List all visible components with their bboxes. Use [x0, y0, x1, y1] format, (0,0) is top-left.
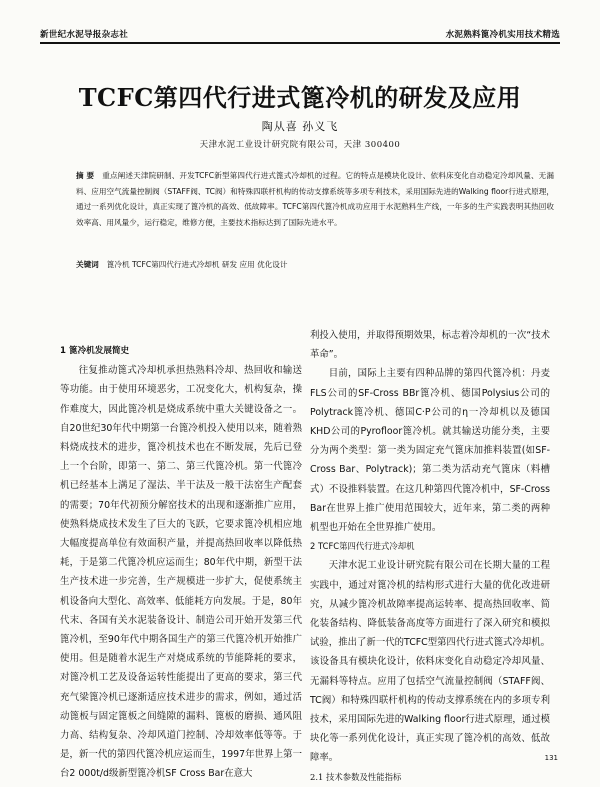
right-paragraph-1: 目前，国际上主要有四种品牌的第四代篦冷机：丹麦FLS公司的SF-Cross BBr篦冷机、德国Polysius公司的Polytrack篦冷机、德国C·P公司的η一冷却机以及德国KHD公司的Pyrofloor篦冷机。就其输送功能分类，主要分为两个类型：第一类为固定充气篦床加推料装置(如SF-Cross Bar、Polytrack)；第二类为活动充气篦床（料槽式）不设推料装置。在这几种第四代篦冷机中，SF-Cross Bar在世界上推广使用范围较大，近年来，第二类的两种机型也开始在全世界推广使用。 — [310, 368, 550, 534]
keywords-text: 篦冷机 TCFC第四代行进式冷却机 研发 应用 优化设计 — [106, 260, 288, 269]
right-paragraph-2: 天津水泥工业设计研究院有限公司在长期大量的工程实践中，通过对篦冷机的结构形式进行大量的优化改进研究，从减少篦冷机故障率提高运转率、提高热回收率、简化装备结构、降低装备高度等方面进行了深入研究和模拟试验，推出了新一代的TCFC型第四代行进式篦式冷却机。该设备具有模块化设计，依料床变化自动稳定冷却风量、无漏料等特点。应用了包括空气流量控制阀（STAFF阀、TC阀）和特殊四联杆机构的传动支撑系统在内的多项专利技术，采用国际先进的Walking floor行进式原理，通过模块化等一系列优化设计，真正实现了篦冷机的高效、低故障率。 — [310, 560, 550, 764]
authors: 陶从喜 孙义飞 — [261, 120, 339, 133]
right-paragraph-0: 利投入使用，并取得预期效果，标志着冷却机的一次“技术革命”。 — [310, 330, 550, 361]
left-column — [60, 342, 302, 784]
subsection-heading-2-1: 2.1 技术参数及性能指标 — [310, 771, 402, 782]
section-heading-1: 1 篦冷机发展简史 — [60, 346, 130, 356]
abstract — [76, 168, 554, 230]
paper-title: TCFC第四代行进式篦冷机的研发及应用 — [78, 83, 522, 112]
abstract-label: 摘 要 — [76, 171, 95, 180]
left-paragraph-1: 往复推动篦式冷却机承担热熟料冷却、热回收和输送等功能。由于使用环境恶劣，工况变化大，机构复杂，操作难度大，因此篦冷机是烧成系统中重大关键设备之一。自20世纪30年代中期第一台篦冷机投入使用以来，随着熟料烧成技术的进步，篦冷机技术也在不断发展，先后已登上一个台阶，即第一、第二、第三代篦冷机。第一代篦冷机已经基本上满足了湿法、半干法及一般干法窑生产配套的需要；70年代初预分解窑技术的出现和逐渐推广应用，使熟料烧成技术发生了巨大的飞跃，它要求篦冷机相应地大幅度提高单位有效面积产量，并提高热回收率以降低热耗，于是第二代篦冷机应运而生；80年代中期，新型干法生产技术进一步完善，生产规模进一步扩大，促使系统主机设备向大型化、高效率、低能耗方向发展。于是，80年代末、各国有关水泥装备设计、制造公司开始开发第三代篦冷机，至90年代中期各国生产的第三代篦冷机开始推广使用。但是随着水泥生产对烧成系统的节能降耗的要求，对篦冷机工艺及设备运转性能提出了更高的要求，第三代充气梁篦冷机已逐渐适应技术进步的需求，例如，通过活动篦板与固定篦板之间缝隙的漏料、篦板的磨损、通风阻力高、结构复杂、冷却风道门控制、冷却效率低等等。于是，新一代的第四代篦冷机应运而生，1997年世界上第一台2 000t/d级新型篦冷机SF Cross Bar在意大 — [60, 365, 302, 780]
header-left: 新世纪水泥导报杂志社 — [40, 30, 129, 40]
header-rule — [40, 42, 560, 44]
affiliation: 天津水泥工业设计研究院有限公司，天津 300400 — [199, 140, 401, 150]
keywords-label: 关键词 — [76, 260, 99, 269]
keywords — [76, 258, 554, 272]
section-heading-2: 2 TCFC第四代行进式冷却机 — [310, 541, 415, 552]
abstract-text: 重点阐述天津院研制、开发TCFC新型第四代行进式篦式冷却机的过程。它的特点是模块化设计、依料床变化自动稳定冷却风量、无漏料、应用空气流量控制阀（STAFF阀、TC阀）和特殊四联杆机构的传动支撑系统等多项专利技术，采用国际先进的Walking floor行进式原理，通过一系列优化设计，真正实现了篦冷机的高效、低故障率。TCFC第四代篦冷机成功应用于水泥熟料生产线，一年多的生产实践表明其热回收效率高、用风量少，运行稳定，维修方便，主要技术指标达到了国际先进水平。 — [76, 171, 554, 227]
page-number: 131 — [544, 754, 558, 762]
running-header — [40, 28, 560, 42]
right-column — [310, 326, 550, 787]
header-right: 水泥熟料篦冷机实用技术精选 — [445, 30, 560, 40]
